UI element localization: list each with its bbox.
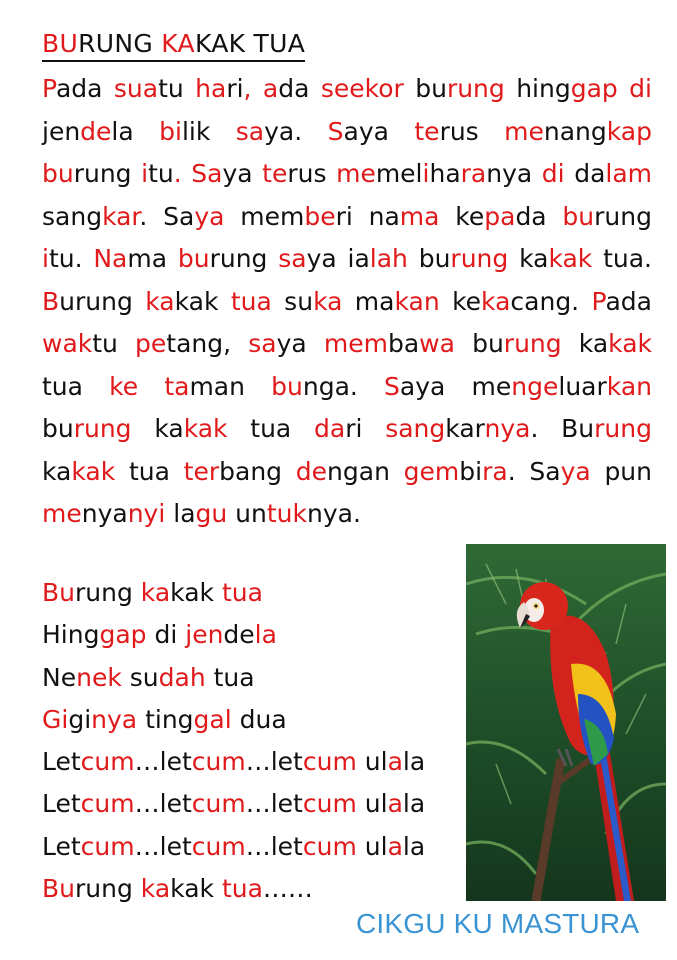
story-segment: ka xyxy=(131,414,184,443)
story-segment: man xyxy=(189,371,272,401)
story-segment: ka xyxy=(313,286,343,316)
song-segment: cum xyxy=(302,789,357,819)
story-segment: P xyxy=(591,286,606,316)
story-segment: bu xyxy=(407,244,451,273)
story-segment: ya xyxy=(222,159,263,188)
song-segment: tua xyxy=(221,578,263,607)
story-segment: tu. xyxy=(48,244,94,273)
page-title xyxy=(42,28,305,62)
story-segment: kor xyxy=(364,74,404,103)
story-segment: tua xyxy=(42,371,110,401)
story-segment: ka xyxy=(561,329,609,358)
title-segment: BU xyxy=(42,29,79,58)
story-segment: mel xyxy=(375,159,423,188)
story-segment: tua xyxy=(227,414,315,443)
song-segment: …let xyxy=(134,789,192,819)
story-segment: me xyxy=(504,116,544,146)
song-segment: ka xyxy=(140,874,171,904)
story-paragraph xyxy=(42,68,652,536)
story-segment: nya xyxy=(81,499,128,528)
song-line xyxy=(42,783,425,825)
song-segment: a xyxy=(387,789,403,819)
story-segment: luar xyxy=(558,371,607,401)
song-segment: Bu xyxy=(42,874,75,904)
story-segment: ke xyxy=(109,371,139,401)
song-line xyxy=(42,868,425,910)
song-segment: ka xyxy=(140,578,171,607)
story-segment: rung xyxy=(209,244,279,273)
story-segment: rung xyxy=(73,159,142,188)
story-segment: tang, xyxy=(166,329,249,358)
story-segment: wa xyxy=(419,329,455,358)
song-segment: la xyxy=(402,789,426,819)
story-segment: nya. xyxy=(307,499,361,528)
story-segment: un xyxy=(227,499,267,528)
story-segment: i xyxy=(422,159,430,188)
story-segment: kak xyxy=(174,286,231,316)
story-segment: S xyxy=(357,371,400,401)
story-segment: sa xyxy=(235,116,265,146)
song-lyrics xyxy=(42,572,425,910)
story-segment: ka xyxy=(42,456,72,486)
story-segment: ada xyxy=(605,286,652,316)
song-segment: …let xyxy=(245,831,303,861)
story-segment: sang xyxy=(362,414,446,443)
story-segment: ta xyxy=(164,371,190,401)
song-line xyxy=(42,741,425,783)
song-segment: gap xyxy=(99,620,147,650)
story-segment: lah xyxy=(369,244,408,273)
song-segment: ul xyxy=(356,747,388,777)
story-segment: da xyxy=(564,159,606,188)
story-segment: nga. xyxy=(302,371,358,401)
story-segment: cang. xyxy=(510,286,592,316)
story-segment: su xyxy=(271,286,314,316)
story-segment: nyi xyxy=(127,499,166,528)
story-segment: rus xyxy=(439,116,505,146)
story-segment: i xyxy=(141,159,149,188)
story-segment: de xyxy=(80,116,112,146)
story-segment: i xyxy=(42,244,49,273)
story-segment: ma xyxy=(342,286,395,316)
song-segment: rung xyxy=(75,874,141,904)
story-segment: pa xyxy=(484,201,516,231)
title-segment: KA xyxy=(161,29,195,58)
story-segment: sa xyxy=(248,329,277,358)
story-segment: ngan xyxy=(327,456,404,486)
story-segment: jen xyxy=(42,116,81,146)
story-segment: rung xyxy=(503,329,562,358)
story-segment: rung xyxy=(446,74,505,103)
song-segment: a xyxy=(387,831,403,861)
story-segment: ba xyxy=(387,329,420,358)
story-segment: kar xyxy=(102,201,140,231)
story-segment: te xyxy=(414,116,440,146)
credit-text: CIKGU KU MASTURA xyxy=(356,908,640,939)
story-segment: see xyxy=(320,74,365,103)
story-segment: tuk xyxy=(266,499,307,528)
song-segment: de xyxy=(223,620,255,650)
song-segment: cum xyxy=(80,789,135,819)
story-segment: wak xyxy=(42,329,93,358)
song-segment: cum xyxy=(191,747,246,777)
story-segment: ha xyxy=(195,74,227,103)
story-segment: rung xyxy=(73,414,132,443)
story-segment: gem xyxy=(403,456,460,486)
story-segment: kan xyxy=(394,286,440,316)
story-segment: nge xyxy=(511,371,559,401)
story-segment: da xyxy=(278,74,321,103)
story-segment: di xyxy=(617,74,652,103)
song-segment: dah xyxy=(158,662,206,692)
song-segment: la xyxy=(254,620,277,650)
song-line xyxy=(42,657,425,699)
song-segment: kak xyxy=(170,874,222,904)
story-segment: tu xyxy=(148,159,174,188)
song-segment: a xyxy=(387,747,403,777)
story-segment: hing xyxy=(504,74,571,103)
song-segment: cum xyxy=(80,747,135,777)
song-segment: dua xyxy=(231,704,287,734)
story-segment: S xyxy=(327,116,344,146)
story-segment: kak xyxy=(548,244,593,273)
story-segment: ra xyxy=(460,159,487,188)
song-segment: ting xyxy=(137,704,194,734)
story-segment: bu xyxy=(271,371,303,401)
story-segment: kak xyxy=(608,329,652,358)
story-segment: mem xyxy=(224,201,305,231)
story-segment: ri xyxy=(226,74,244,103)
story-segment: ka xyxy=(481,286,511,316)
song-line xyxy=(42,614,425,656)
story-segment: pe xyxy=(135,329,167,358)
story-segment: tua xyxy=(230,286,272,316)
story-segment xyxy=(138,372,164,401)
story-segment: gu xyxy=(195,499,228,528)
title-segment: KAK TUA xyxy=(194,29,306,58)
story-segment: . Bu xyxy=(530,414,595,443)
song-segment: rung xyxy=(75,578,141,607)
story-segment: ter xyxy=(183,456,220,486)
story-segment: tua. xyxy=(592,244,652,273)
story-segment: tu xyxy=(158,74,196,103)
story-segment: , a xyxy=(243,74,279,103)
story-segment: ri na xyxy=(335,201,400,231)
song-segment: cum xyxy=(302,831,357,861)
song-segment: …let xyxy=(134,747,192,777)
song-segment: …let xyxy=(245,789,303,819)
song-segment: gal xyxy=(193,704,232,734)
song-segment: kak xyxy=(170,578,222,607)
song-segment: jen xyxy=(185,620,224,650)
song-line xyxy=(42,572,425,614)
story-segment: bang xyxy=(219,456,283,486)
parrot-photo-icon xyxy=(466,544,666,901)
song-segment: cum xyxy=(191,831,246,861)
song-segment: Let xyxy=(42,789,81,819)
story-segment: te xyxy=(262,159,288,188)
story-segment: sa xyxy=(278,244,307,273)
story-segment: nya xyxy=(486,159,542,188)
story-segment: me xyxy=(336,159,376,188)
story-segment: lam xyxy=(605,159,653,188)
story-segment: ya ia xyxy=(306,244,370,273)
story-segment: lik xyxy=(181,116,236,146)
story-segment: rung xyxy=(594,414,652,443)
story-segment: bi xyxy=(159,116,182,146)
song-segment: Bu xyxy=(42,578,75,607)
story-segment: kap xyxy=(606,116,652,146)
song-segment: tua xyxy=(221,874,263,904)
song-line xyxy=(42,699,425,741)
story-segment: rung xyxy=(594,201,652,231)
song-line xyxy=(42,826,425,868)
story-segment: bu xyxy=(177,244,210,273)
story-segment: sua xyxy=(113,74,159,103)
story-segment: bu xyxy=(546,201,595,231)
song-segment: su xyxy=(121,662,159,692)
song-segment: …… xyxy=(262,874,313,904)
song-segment: Ne xyxy=(42,662,77,692)
story-segment: P xyxy=(42,74,56,103)
story-segment: ra xyxy=(482,456,508,486)
story-segment: ma xyxy=(399,201,440,231)
song-segment: Let xyxy=(42,747,81,777)
story-segment: . Sa xyxy=(507,456,561,486)
song-segment: Gi xyxy=(42,704,69,734)
story-segment: la xyxy=(165,499,196,528)
story-segment: ke xyxy=(439,201,485,231)
song-segment: cum xyxy=(302,747,357,777)
story-segment: ka xyxy=(508,244,549,273)
story-segment: kar xyxy=(445,414,485,443)
song-segment: Hing xyxy=(42,620,100,650)
story-segment: ada xyxy=(55,74,114,103)
story-segment: ri xyxy=(345,414,363,443)
story-segment: . Sa xyxy=(173,159,223,188)
story-segment: kak xyxy=(183,414,228,443)
story-segment: nya xyxy=(484,414,531,443)
story-segment: kak xyxy=(71,456,116,486)
song-segment: tua xyxy=(205,662,255,692)
title-segment: RUNG xyxy=(78,29,162,58)
story-segment: de xyxy=(282,456,328,486)
story-segment: sang xyxy=(42,201,103,231)
story-segment: . Sa xyxy=(139,201,195,231)
story-segment: nang xyxy=(543,116,607,146)
story-segment: aya xyxy=(343,116,415,146)
song-segment: la xyxy=(402,831,426,861)
song-segment: nek xyxy=(76,662,122,692)
story-segment: gap xyxy=(570,74,618,103)
story-segment: rung xyxy=(450,244,509,273)
story-segment: be xyxy=(304,201,336,231)
story-segment: ya xyxy=(276,329,307,358)
story-segment: urung xyxy=(59,286,146,316)
story-segment: ma xyxy=(127,244,178,273)
song-segment: cum xyxy=(191,789,246,819)
song-segment: gi xyxy=(68,704,92,734)
story-segment: tu xyxy=(92,329,136,358)
story-segment: ya xyxy=(560,456,591,486)
song-segment: ul xyxy=(356,831,388,861)
story-segment: ha xyxy=(429,159,461,188)
story-segment: tua xyxy=(115,456,184,486)
story-segment: ya. xyxy=(264,116,328,146)
song-segment: nya xyxy=(91,704,138,734)
story-segment: pun xyxy=(590,456,652,486)
story-segment: B xyxy=(42,286,60,316)
song-segment: …let xyxy=(245,747,303,777)
song-segment: la xyxy=(402,747,426,777)
story-segment: mem xyxy=(306,329,388,358)
story-segment: me xyxy=(42,499,82,528)
story-segment: la xyxy=(111,116,160,146)
parrot-picture xyxy=(466,544,666,901)
story-segment: aya me xyxy=(399,371,512,401)
song-segment: di xyxy=(146,620,186,650)
story-segment: di xyxy=(541,159,565,188)
story-segment: bi xyxy=(459,456,483,486)
story-segment: bu xyxy=(42,414,74,443)
story-segment: bu xyxy=(403,74,447,103)
story-segment: Na xyxy=(93,244,128,273)
story-segment: rus xyxy=(287,159,337,188)
story-segment: da xyxy=(515,201,547,231)
story-segment: bu xyxy=(42,159,74,188)
song-segment: Let xyxy=(42,831,81,861)
story-segment: kan xyxy=(606,371,652,401)
song-segment: cum xyxy=(80,831,135,861)
story-segment: ya xyxy=(194,201,225,231)
story-segment: ke xyxy=(439,286,482,316)
song-segment: ul xyxy=(356,789,388,819)
story-segment: bu xyxy=(454,329,504,358)
story-segment: da xyxy=(314,414,346,443)
song-segment: …let xyxy=(134,831,192,861)
story-segment: ka xyxy=(145,286,175,316)
